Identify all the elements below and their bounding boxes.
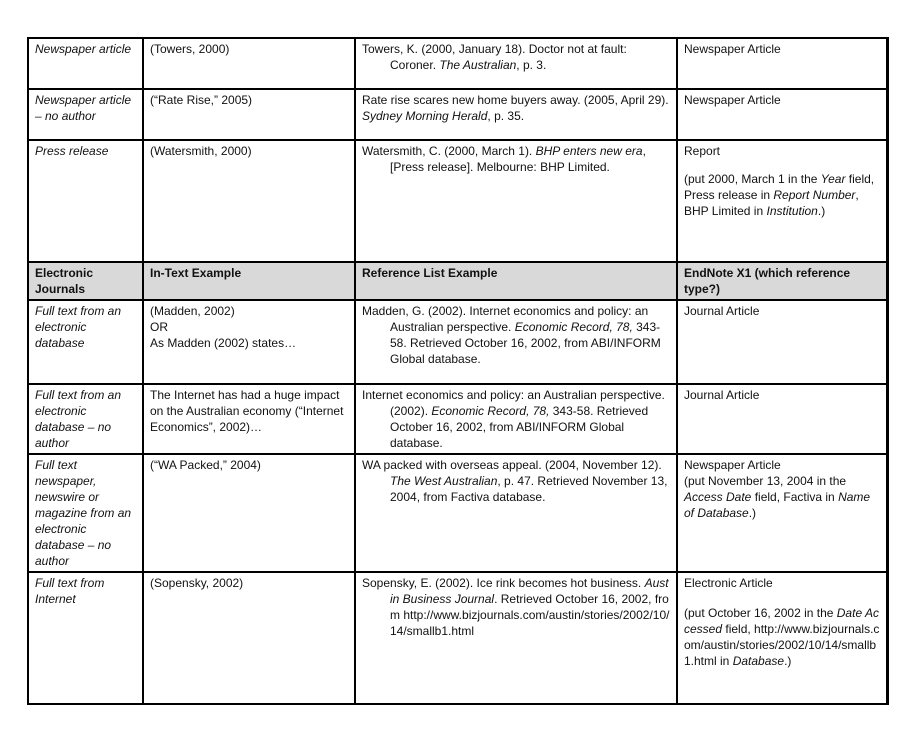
table-row (28, 572, 887, 704)
endnote-note: (put November 13, 2004 in the Access Date field, Factiva in Name of Database.) (684, 474, 871, 520)
endnote-type-cell: Report (put 2000, March 1 in the Year field, Press release in Report Number, BHP Limited in Institution.) (677, 140, 887, 262)
header-reference-list-example: Reference List Example (355, 262, 677, 300)
endnote-type-cell: Newspaper Article (677, 89, 887, 140)
endnote-type-cell: Newspaper Article (677, 38, 887, 89)
source-type-cell: Newspaper article (28, 38, 143, 89)
table-row (28, 140, 887, 262)
header-endnote-type: EndNote X1 (which reference type?) (677, 262, 887, 300)
reference-guide-table (27, 37, 889, 705)
reference-cell: Madden, G. (2002). Internet economics and policy: an Australian perspective. Economic Record, 78, 343-58. Retrieved October 16, 2002, from ABI/INFORM Global database. (355, 300, 677, 384)
table-row (28, 89, 887, 140)
reference-cell: Internet economics and policy: an Australian perspective. (2002). Economic Record, 78, 343-58. Retrieved October 16, 2002, from ABI/INFORM Global database. (355, 384, 677, 454)
reference-cell: Sopensky, E. (2002). Ice rink becomes hot business. Austin Business Journal. Retrieved October 16, 2002, from http://www.bizjournals.com/austin/stories/2002/10/14/smallb1.html (355, 572, 677, 704)
in-text-cell: (Watersmith, 2000) (143, 140, 355, 262)
endnote-type-cell: Electronic Article (put October 16, 2002 in the Date Accessed field, http://www.bizjournals.com/austin/stories/2002/10/14/smallb1.html in Database.) (677, 572, 887, 704)
endnote-type-cell: Newspaper Article (put November 13, 2004 in the Access Date field, Factiva in Name of Database.) (677, 454, 887, 572)
table-row (28, 384, 887, 454)
reference-cell: Rate rise scares new home buyers away. (2005, April 29). Sydney Morning Herald, p. 35. (355, 89, 677, 140)
source-type-cell: Full text from an electronic database – no author (28, 384, 143, 454)
table-row (28, 300, 887, 384)
source-type-cell: Full text from Internet (28, 572, 143, 704)
endnote-type-cell: Journal Article (677, 384, 887, 454)
header-electronic-journals: Electronic Journals (28, 262, 143, 300)
endnote-note: (put October 16, 2002 in the Date Accessed field, http://www.bizjournals.com/austin/stories/2002/10/14/smallb1.html in Database.) (684, 606, 880, 668)
endnote-note: (put 2000, March 1 in the Year field, Press release in Report Number, BHP Limited in Institution.) (684, 172, 875, 218)
source-type-cell: Full text newspaper, newswire or magazine from an electronic database – no author (28, 454, 143, 572)
source-type-cell: Newspaper article – no author (28, 89, 143, 140)
in-text-cell: (“Rate Rise,” 2005) (143, 89, 355, 140)
in-text-cell: (Sopensky, 2002) (143, 572, 355, 704)
in-text-cell: (Towers, 2000) (143, 38, 355, 89)
endnote-type-cell: Journal Article (677, 300, 887, 384)
reference-cell: Watersmith, C. (2000, March 1). BHP enters new era, [Press release]. Melbourne: BHP Limited. (355, 140, 677, 262)
reference-cell: Towers, K. (2000, January 18). Doctor not at fault: Coroner. The Australian, p. 3. (355, 38, 677, 89)
section-header-row (28, 262, 887, 300)
table-row (28, 38, 887, 89)
table-row (28, 454, 887, 572)
in-text-cell: The Internet has had a huge impact on the Australian economy (“Internet Economics”, 2002)… (143, 384, 355, 454)
reference-cell: WA packed with overseas appeal. (2004, November 12). The West Australian, p. 47. Retrieved November 13, 2004, from Factiva database. (355, 454, 677, 572)
source-type-cell: Press release (28, 140, 143, 262)
in-text-cell: (“WA Packed,” 2004) (143, 454, 355, 572)
header-in-text-example: In-Text Example (143, 262, 355, 300)
in-text-cell: (Madden, 2002) OR As Madden (2002) states… (143, 300, 355, 384)
source-type-cell: Full text from an electronic database (28, 300, 143, 384)
